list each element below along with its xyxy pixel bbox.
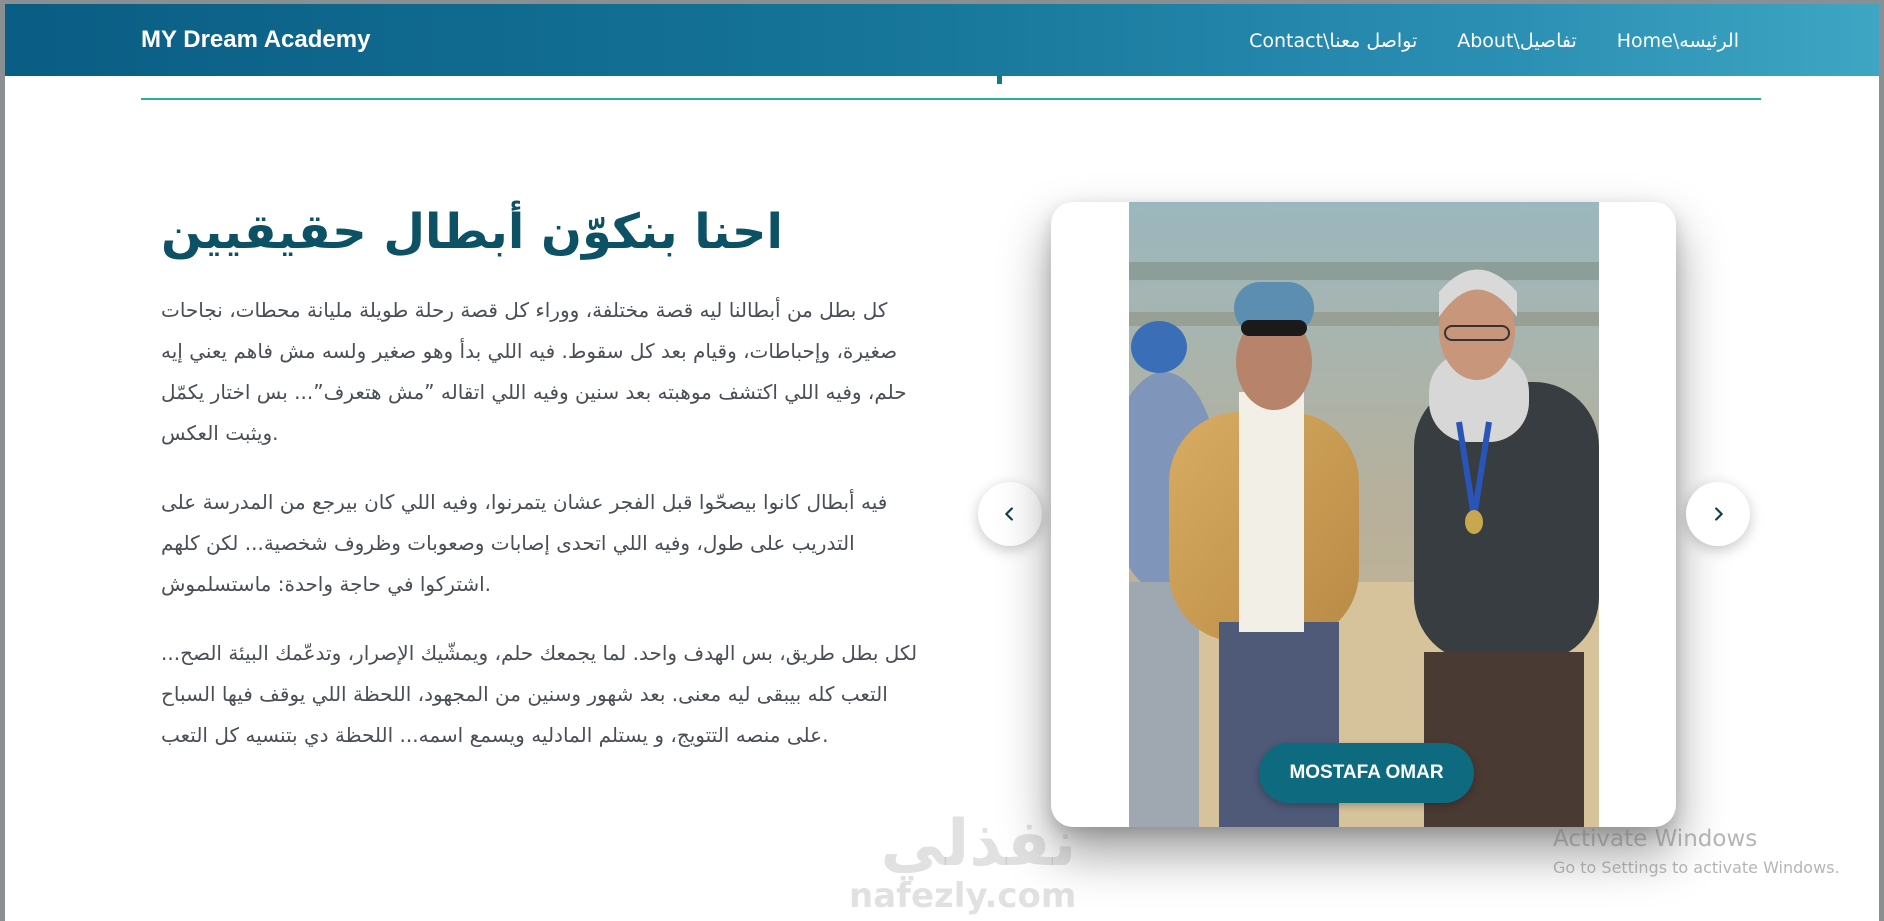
- nav-links: [1249, 30, 1739, 52]
- watermark-domain: nafezly.com: [849, 876, 1077, 916]
- section-divider: [141, 98, 1761, 100]
- activate-windows-title: Activate Windows: [1553, 826, 1758, 852]
- section-title-remnant: [997, 76, 1002, 84]
- carousel-next-button[interactable]: [1686, 482, 1750, 546]
- watermark-arabic: نفذلي: [880, 807, 1077, 881]
- story-paragraph-3: لكل بطل طريق، بس الهدف واحد. لما يجمعك حلم، ويمشّيك الإصرار، وتدعّمك البيئة الصح... التعب كله بيبقى ليه معنى. بعد شهور وسنين من المجهود، اللحظة اللي يوقف فيها السباح على منصه التتويج، و يستلم المادليه ويسمع اسمه... اللحظة دي بتنسيه كل التعب.: [161, 641, 918, 747]
- top-navbar: [5, 4, 1879, 76]
- browser-viewport: [5, 4, 1879, 921]
- nav-link-about[interactable]: About\تفاصيل: [1457, 30, 1577, 52]
- story-paragraph-2: فيه أبطال كانوا بيصحّوا قبل الفجر عشان يتمرنوا، وفيه اللي كان بيرجع من المدرسة على التدريب على طول، وفيه اللي اتحدى إصابات وصعوبات وظروف شخصية... لكن كلهم اشتركوا في حاجة واحدة: ماستسلموش.: [161, 490, 888, 596]
- nav-link-contact[interactable]: Contact\تواصل معنا: [1249, 30, 1418, 52]
- athlete-name-badge: MOSTAFA OMAR: [1259, 743, 1474, 803]
- nav-link-home[interactable]: Home\الرئيسه: [1616, 30, 1739, 52]
- story-text: [161, 290, 921, 784]
- chevron-right-icon: [1707, 503, 1729, 525]
- brand-logo-text[interactable]: MY Dream Academy: [141, 26, 371, 53]
- chevron-left-icon: [999, 503, 1021, 525]
- athlete-photo: [1129, 202, 1599, 827]
- section-heading: احنا بنكوّن أبطال حقيقيين: [161, 204, 783, 260]
- activate-windows-subtitle: Go to Settings to activate Windows.: [1553, 858, 1840, 877]
- story-paragraph-1: كل بطل من أبطالنا ليه قصة مختلفة، ووراء كل قصة رحلة طويلة مليانة محطات، نجاحات صغيرة، وإحباطات، وقيام بعد كل سقوط. فيه اللي بدأ وهو صغير ولسه مش فاهم يعني إيه حلم، وفيه اللي اكتشف موهبته بعد سنين وفيه اللي اتقاله ”مش هتعرف”... بس اختار يكمّل ويثبت العكس.: [161, 298, 907, 445]
- athlete-carousel-card: [1051, 202, 1676, 827]
- nafezly-watermark: [837, 807, 1077, 916]
- carousel-prev-button[interactable]: [978, 482, 1042, 546]
- activate-windows-notice: [1553, 824, 1840, 882]
